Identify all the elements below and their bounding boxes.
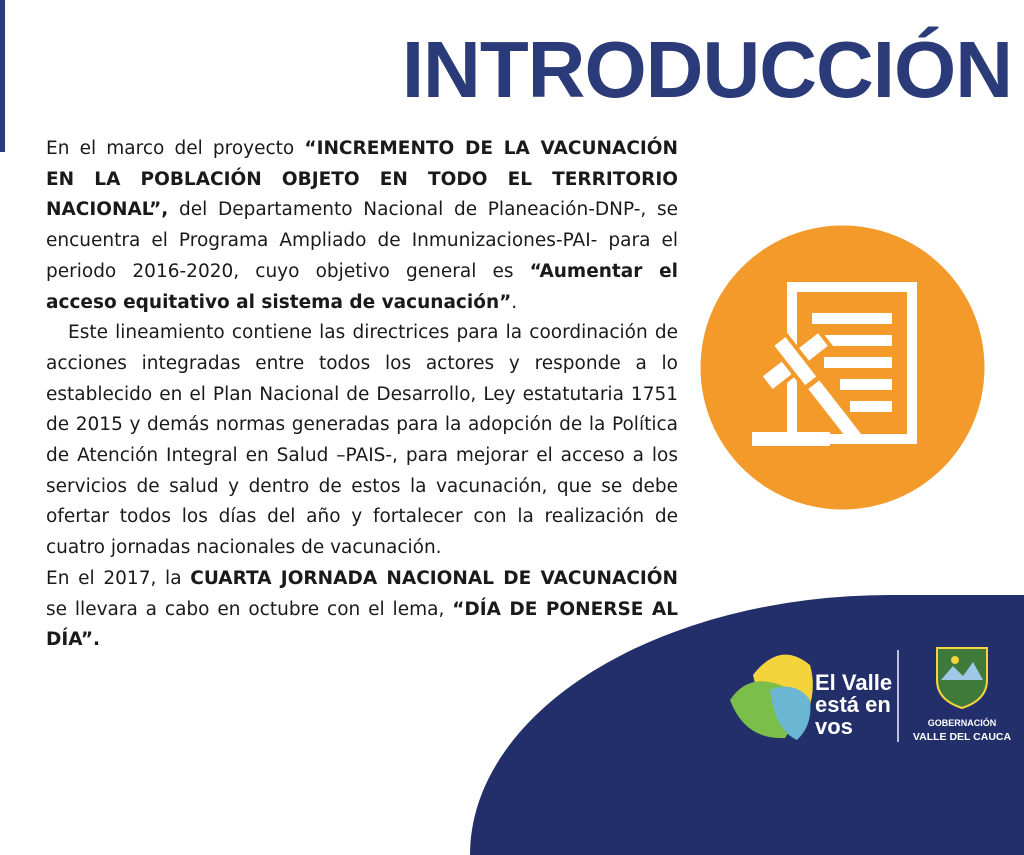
- document-gavel-icon: [700, 225, 985, 510]
- logo-text-line2: está en: [815, 692, 891, 717]
- logo-text-line1: El Valle: [815, 670, 893, 695]
- p1-text-2: del Departamento Nacional de Planeación-DNP-, se encuentra el Programa Ampliado de Inmunizaciones-PAI- para el periodo 2016-2020, cuyo objetivo general es: [46, 199, 678, 282]
- p3-text-1: En el 2017, la: [46, 567, 191, 589]
- p1-bold-objective: “Aumentar el acceso equitativo al sistema de vacunación”: [46, 260, 678, 313]
- p3-text-2: se llevara a cabo en octubre con el lema,: [46, 598, 453, 620]
- coat-of-arms-icon: [937, 648, 987, 708]
- p1-text-1: En el marco del proyecto: [46, 138, 305, 159]
- page-title: INTRODUCCIÓN: [401, 25, 1012, 114]
- intro-text: [46, 134, 678, 656]
- gobernacion-logo: [725, 640, 1024, 760]
- left-accent-bar: [0, 0, 5, 152]
- p1-bold-project: “INCREMENTO DE LA VACUNACIÓN EN LA POBLACIÓN OBJETO EN TODO EL TERRITORIO NACIONAL”,: [46, 138, 678, 221]
- logo-gov-line1: GOBERNACIÓN: [927, 718, 997, 728]
- paragraph-1: [46, 134, 678, 318]
- logo-gov-line2: VALLE DEL CAUCA: [912, 731, 1012, 743]
- p3-bold-jornada: CUARTA JORNADA NACIONAL DE VACUNACIÓN: [190, 567, 678, 589]
- p1-text-3: .: [511, 291, 518, 313]
- p3-bold-lema: “DÍA DE PONERSE AL DÍA”.: [46, 598, 678, 651]
- paragraph-3: [46, 564, 678, 656]
- paragraph-2: Este lineamiento contiene las directrices para la coordinación de acciones integradas entre todos los actores y responde a lo establecido en el Plan Nacional de Desarrollo, Ley estatutaria 1751 de 2015 y demás normas generadas para la adopción de la Política de Atención Integral en Salud –PAIS-, para mejorar el acceso a los servicios de salud y dentro de estos la vacunación, que se debe ofertar todos los días del año y fortalecer con la realización de cuatro jornadas nacionales de vacunación.: [46, 322, 678, 559]
- logo-text-line3: vos: [815, 714, 853, 739]
